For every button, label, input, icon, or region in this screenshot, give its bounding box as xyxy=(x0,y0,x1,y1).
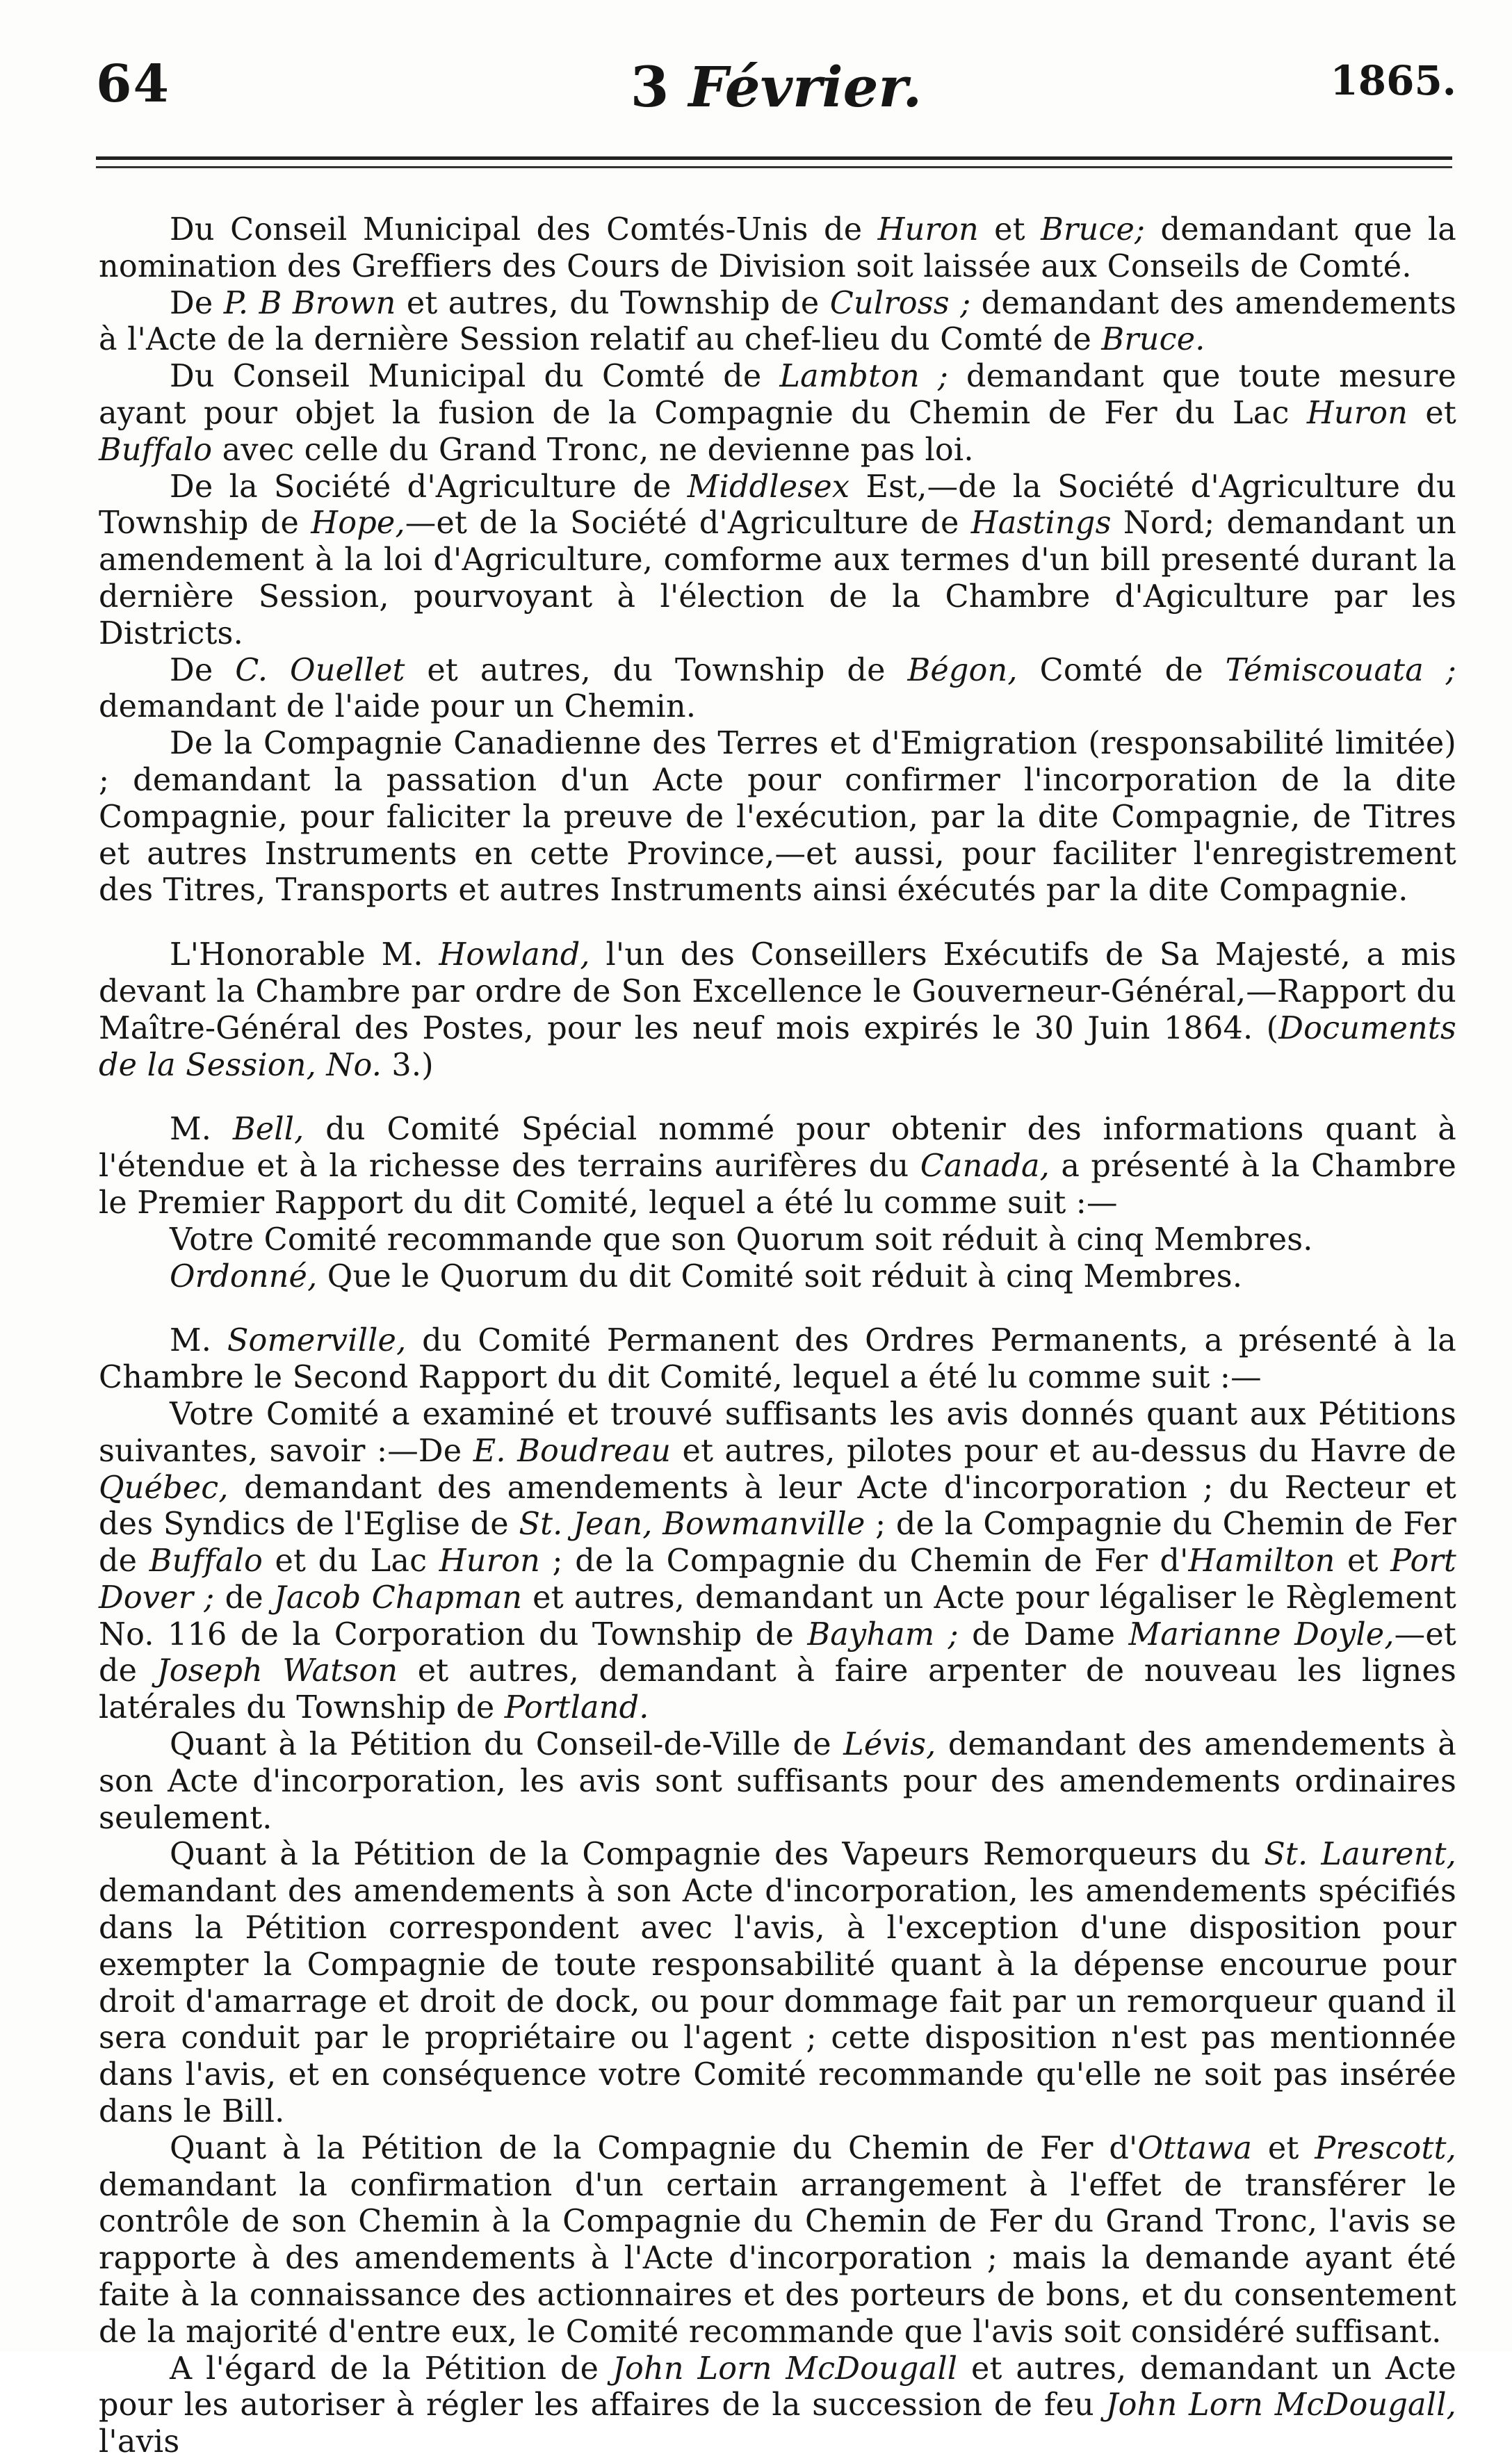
italic-text: John Lorn McDougall xyxy=(612,2350,958,2387)
text-run: Du Conseil Municipal des Comtés-Unis de xyxy=(170,212,878,247)
text-run: 3.) xyxy=(382,1047,434,1083)
text-run: —et de xyxy=(99,1616,1456,1689)
text-run: demandant la confirmation d'un certain arrangement à l'effet de transférer le contrôle de son Chemin à la Compagnie du Chemin de Fer du Grand Tronc, l'avis se rapporte à des amendements à l'Acte d'incorporation ; mais la demande ayant été faite à la connaissance des actionnaires et des porteurs de bons, et du consentement de la majorité d'entre eux, le Comité recommande que l'avis soit considéré suffisant. xyxy=(99,2167,1456,2350)
paragraph xyxy=(99,653,1456,726)
italic-text: Ordonné, xyxy=(170,1258,318,1294)
italic-text: Bruce. xyxy=(1101,322,1205,358)
body-text xyxy=(99,212,1456,2461)
text-run: M. xyxy=(170,1112,233,1148)
text-run: Est,—de la Société d'Agriculture du Township de xyxy=(99,469,1456,542)
text-run: et xyxy=(978,212,1041,247)
text-run: du Comité Permanent des Ordres Permanents, a présenté à la Chambre le Second Rapport du dit Comité, lequel a été lu comme suit :— xyxy=(99,1323,1456,1396)
italic-text: Prescott, xyxy=(1315,2130,1456,2166)
italic-text: John Lorn McDougall, xyxy=(1105,2387,1456,2423)
paragraph xyxy=(99,2131,1456,2351)
italic-text: Bégon, xyxy=(907,652,1018,688)
italic-text: Lambton ; xyxy=(779,359,949,395)
text-run: —et de la Société d'Agriculture de xyxy=(405,505,971,542)
paragraph xyxy=(99,726,1456,909)
text-run: Quant à la Pétition du Conseil-de-Ville de xyxy=(170,1727,844,1763)
paragraph xyxy=(99,1259,1456,1296)
italic-text: Huron xyxy=(1306,395,1408,431)
italic-text: Jacob Chapman xyxy=(273,1579,523,1616)
text-run: Quant à la Pétition de la Compagnie du Chemin de Fer d' xyxy=(170,2130,1138,2166)
italic-text: Canada, xyxy=(920,1148,1050,1185)
text-run: a présenté à la Chambre le Premier Rapport du dit Comité, lequel a été lu comme suit :— xyxy=(99,1148,1456,1221)
text-run: demandant que la nomination des Greffiers des Cours de Division soit laissée aux Conseils de Comté. xyxy=(99,212,1456,284)
text-run: demandant que toute mesure ayant pour objet la fusion de la Compagnie du Chemin de Fer du Lac xyxy=(99,359,1456,431)
italic-text: Huron xyxy=(877,212,979,247)
italic-text: Québec, xyxy=(99,1470,229,1506)
paragraph xyxy=(99,1727,1456,1837)
italic-text: Documents de la Session, No. xyxy=(99,1010,1456,1083)
paragraph xyxy=(99,1397,1456,1727)
italic-text: Culross ; xyxy=(829,285,971,321)
italic-text: St. Jean, Bowmanville xyxy=(519,1506,865,1543)
italic-text: Joseph Watson xyxy=(156,1653,398,1689)
paragraph xyxy=(99,212,1456,286)
paragraph xyxy=(99,359,1456,469)
text-run: M. xyxy=(170,1323,227,1359)
text-run: De la Société d'Agriculture de xyxy=(170,469,688,505)
italic-text: Buffalo xyxy=(99,432,213,468)
text-run: demandant des amendements à leur Acte d'incorporation ; du Recteur et des Syndics de l'Eglise de xyxy=(99,1470,1456,1543)
text-run: et autres, demandant un Acte pour légaliser le Règlement No. 116 de la Corporation du Township de xyxy=(99,1579,1456,1652)
paragraph xyxy=(99,1112,1456,1221)
italic-text: Portland. xyxy=(504,1690,649,1726)
text-run: du Comité Spécial nommé pour obtenir des informations quant à l'étendue et à la richesse des terrains aurifères du xyxy=(99,1112,1456,1185)
text-run: Que le Quorum du dit Comité soit réduit à cinq Membres. xyxy=(317,1258,1243,1294)
text-run: et xyxy=(1252,2130,1315,2166)
text-run: L'Honorable M. xyxy=(170,937,439,973)
paragraph xyxy=(99,1837,1456,2130)
text-run: ; de la Compagnie du Chemin de Fer de xyxy=(99,1506,1457,1579)
italic-text: Marianne Doyle, xyxy=(1128,1616,1395,1652)
italic-text: Bruce; xyxy=(1041,212,1146,247)
text-run: de xyxy=(214,1579,274,1616)
paragraph xyxy=(99,286,1456,359)
text-run: demandant des amendements à son Acte d'incorporation, les avis sont suffisants pour des amendements ordinaires seulement. xyxy=(99,1727,1457,1836)
page-number: 64 xyxy=(96,54,170,114)
text-run: l'avis xyxy=(99,2424,180,2460)
italic-text: P. B Brown xyxy=(223,285,396,321)
text-run: et autres, demandant un Acte pour les autoriser à régler les affaires de la succession de feu xyxy=(99,2350,1457,2423)
text-run: et du Lac xyxy=(263,1543,439,1579)
italic-text: Somerville, xyxy=(227,1323,407,1359)
page-header xyxy=(96,54,1456,131)
italic-text: Bayham ; xyxy=(807,1616,959,1652)
header-rule-thick xyxy=(96,156,1452,160)
page-year: 1865. xyxy=(1330,57,1456,104)
italic-text: Ottawa xyxy=(1137,2130,1253,2166)
text-run: l'un des Conseillers Exécutifs de Sa Majesté, a mis devant la Chambre par ordre de Son Excellence le Gouverneur-Général,—Rapport du Maître-Général des Postes, pour les neuf mois expirés le 30 Juin 1864. ( xyxy=(99,937,1456,1046)
paragraph xyxy=(99,2351,1456,2461)
text-run: Votre Comité a examiné et trouvé suffisants les avis donnés quant aux Pétitions suivantes, savoir :—De xyxy=(99,1396,1456,1469)
paragraph xyxy=(99,469,1456,653)
text-run: A l'égard de la Pétition de xyxy=(170,2350,612,2387)
text-run: Comté de xyxy=(1017,652,1226,688)
page-date-title xyxy=(96,54,1456,120)
text-run: et autres, pilotes pour et au-dessus du Havre de xyxy=(671,1433,1456,1469)
text-run: De la Compagnie Canadienne des Terres et d'Emigration (responsabilité limitée) ; demandant la passation d'un Acte pour confirmer l'incorporation de la dite Compagnie, pour faliciter la preuve de l'exécution, par la dite Compagnie, de Titres et autres Instruments en cette Province,—et aussi, pour faciliter l'enregistrement des Titres, Transports et autres Instruments ainsi éxécutés par la dite Compagnie. xyxy=(99,726,1456,909)
text-run: et autres, du Township de xyxy=(405,652,908,688)
text-run: De xyxy=(170,285,224,321)
italic-text: Hamilton xyxy=(1188,1543,1335,1579)
italic-text: Huron xyxy=(439,1543,540,1579)
text-run: et autres, du Township de xyxy=(396,285,830,321)
paragraph xyxy=(99,937,1456,1084)
header-rule-thin xyxy=(96,166,1452,168)
italic-text: Bell, xyxy=(232,1112,304,1148)
text-run: et autres, demandant à faire arpenter de nouveau les lignes latérales du Township de xyxy=(99,1653,1457,1726)
italic-text: St. Laurent, xyxy=(1264,1837,1456,1873)
text-run: De xyxy=(170,652,236,688)
italic-text: Howland, xyxy=(439,937,590,973)
italic-text: E. Boudreau xyxy=(473,1433,672,1469)
italic-text: Buffalo xyxy=(149,1543,263,1579)
italic-text: Hope, xyxy=(311,505,405,542)
text-run: Nord; demandant un amendement à la loi d'Agriculture, comforme aux termes d'un bill presenté durant la dernière Session, pourvoyant à l'élection de la Chambre d'Agiculture par les Districts. xyxy=(99,505,1456,651)
paragraph xyxy=(99,1222,1456,1259)
italic-text: Hastings xyxy=(970,505,1112,542)
text-run: de Dame xyxy=(958,1616,1129,1652)
text-run: Quant à la Pétition de la Compagnie des Vapeurs Remorqueurs du xyxy=(170,1837,1265,1873)
italic-text: Témiscouata ; xyxy=(1225,652,1456,688)
header-double-rule xyxy=(96,156,1452,168)
text-run: avec celle du Grand Tronc, ne devienne pas loi. xyxy=(212,432,974,468)
text-run: ; de la Compagnie du Chemin de Fer d' xyxy=(540,1543,1189,1579)
italic-text: Middlesex xyxy=(687,469,850,505)
italic-text: C. Ouellet xyxy=(235,652,405,688)
paragraph xyxy=(99,1323,1456,1397)
text-run: Du Conseil Municipal du Comté de xyxy=(170,359,780,395)
text-run: demandant des amendements à son Acte d'incorporation, les amendements spécifiés dans la Pétition correspondent avec l'avis, à l'exception d'une disposition pour exempter la Compagnie de toute responsabilité quant à la dépense encourue pour droit d'amarrage et droit de dock, ou pour dommage fait par un remorqueur quand il sera conduit par le propriétaire ou l'agent ; cette disposition n'est pas mentionnée dans l'avis, et en conséquence votre Comité recommande qu'elle ne soit pas insérée dans le Bill. xyxy=(99,1874,1456,2130)
text-run: demandant des amendements à l'Acte de la dernière Session relatif au chef-lieu du Comté de xyxy=(99,285,1456,358)
text-run: Votre Comité recommande que son Quorum soit réduit à cinq Membres. xyxy=(170,1221,1313,1258)
italic-text: Port Dover ; xyxy=(99,1543,1456,1616)
date-day: 3 xyxy=(630,54,669,120)
italic-text: Lévis, xyxy=(843,1727,936,1763)
date-month: Février. xyxy=(688,54,922,120)
text-run: et xyxy=(1335,1543,1391,1579)
text-run: demandant de l'aide pour un Chemin. xyxy=(99,689,697,725)
text-run: et xyxy=(1408,395,1456,431)
